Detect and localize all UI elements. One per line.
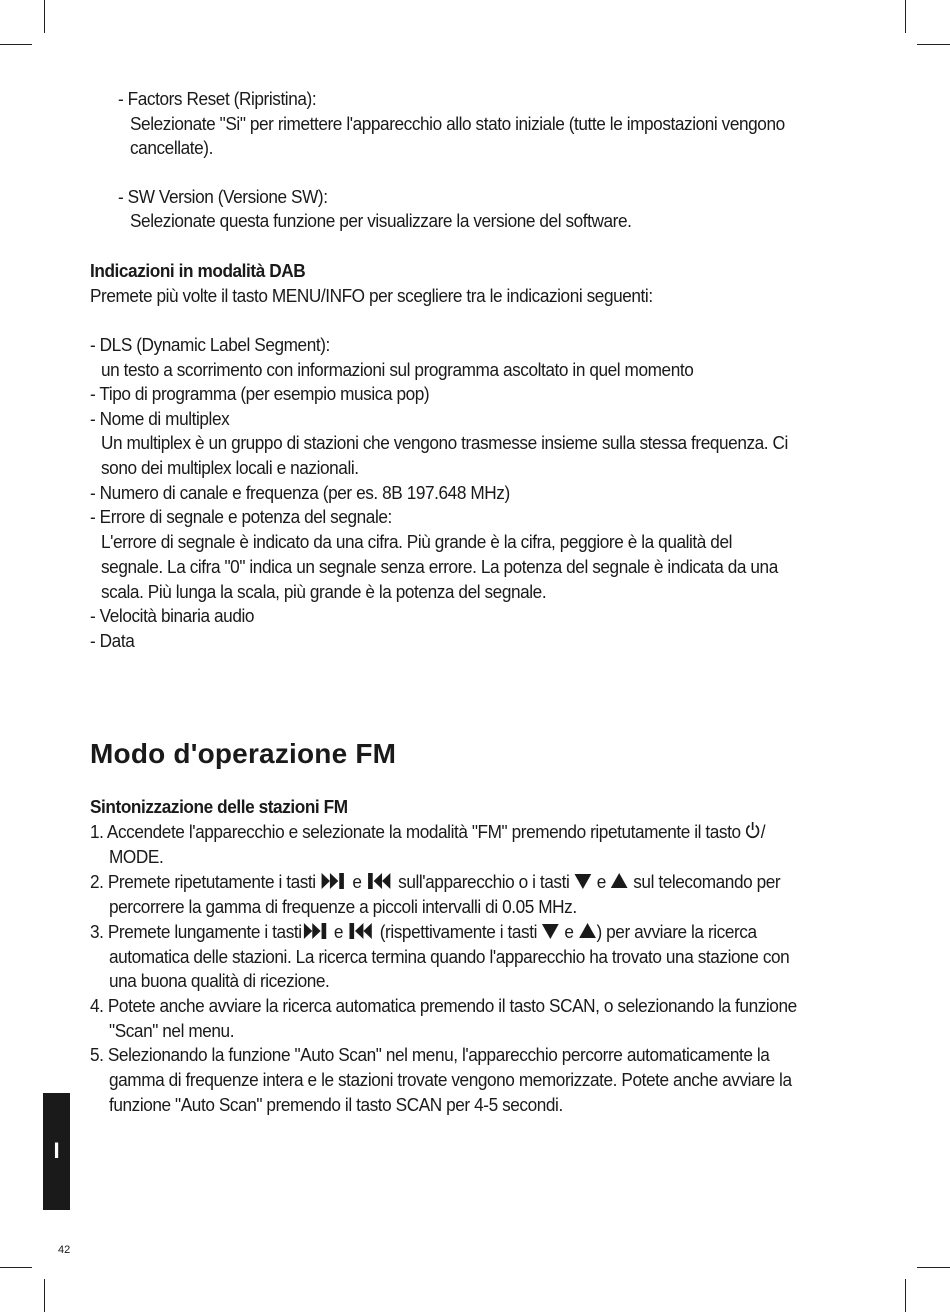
fm-step-3 <box>90 920 757 945</box>
crop-mark <box>917 1267 950 1268</box>
dab-list-item: - Tipo di programma (per esempio musica pop) <box>90 383 430 404</box>
next-track-icon <box>302 922 330 940</box>
sw-version-desc: Selezionate questa funzione per visualizzare la versione del software. <box>130 210 632 231</box>
fm-step-text: e <box>596 871 606 892</box>
dab-list-item: scala. Più lunga la scala, più grande è la potenza del segnale. <box>101 581 547 602</box>
crop-mark <box>44 0 45 33</box>
fm-step-4: 4. Potete anche avviare la ricerca automatica premendo il tasto SCAN, o selezionando la funzione <box>90 995 797 1016</box>
fm-step-4-cont: "Scan" nel menu. <box>109 1020 235 1041</box>
fm-step-text: e <box>564 921 574 942</box>
dab-list-item: segnale. La cifra "0" indica un segnale senza errore. La potenza del segnale è indicata da una <box>101 556 778 577</box>
fm-step-text: e <box>333 921 344 942</box>
fm-step-text: (rispettivamente i tasti <box>379 921 538 942</box>
language-tab <box>43 1093 70 1210</box>
dab-list-item: - Errore di segnale e potenza del segnale: <box>90 506 392 527</box>
factors-reset-desc: Selezionate "Si" per rimettere l'apparecchio allo stato iniziale (tutte le impostazioni vengono <box>130 113 785 134</box>
fm-step-1-cont: MODE. <box>109 846 164 867</box>
dab-list-item: - Nome di multiplex <box>90 408 230 429</box>
factors-reset-label: - Factors Reset (Ripristina): <box>118 88 317 109</box>
fm-step-2-cont: percorrere la gamma di frequenze a piccoli intervalli di 0.05 MHz. <box>109 896 577 917</box>
fm-step-1 <box>90 820 765 845</box>
crop-mark <box>0 44 32 45</box>
dab-list-item: un testo a scorrimento con informazioni sul programma ascoltato in quel momento <box>101 359 694 380</box>
prev-track-icon <box>366 872 394 890</box>
down-triangle-icon <box>574 872 593 890</box>
sw-version-label: - SW Version (Versione SW): <box>118 186 328 207</box>
dab-list-item: - Data <box>90 630 135 651</box>
crop-mark <box>44 1279 45 1312</box>
fm-step-text: sull'apparecchio o i tasti <box>398 871 570 892</box>
next-track-icon <box>320 872 348 890</box>
fm-step-text: 2. Premete ripetutamente i tasti <box>90 871 316 892</box>
dab-list-item: L'errore di segnale è indicato da una cifra. Più grande è la cifra, peggiore è la qualità del <box>101 531 733 552</box>
fm-step-3-cont: una buona qualità di ricezione. <box>109 970 330 991</box>
fm-heading: Modo d'operazione FM <box>90 738 397 769</box>
crop-mark <box>905 1279 906 1312</box>
dab-list-item: - Velocità binaria audio <box>90 605 255 626</box>
fm-section-title: Sintonizzazione delle stazioni FM <box>90 796 348 817</box>
up-triangle-icon <box>578 922 597 940</box>
dab-list-item: Un multiplex è un gruppo di stazioni che vengono trasmesse insieme sulla stessa frequenza. Ci <box>101 432 788 453</box>
fm-step-2 <box>90 870 780 895</box>
fm-step-5: 5. Selezionando la funzione "Auto Scan" nel menu, l'apparecchio percorre automaticamente la <box>90 1044 770 1065</box>
dab-list-item: - Numero di canale e frequenza (per es. 8B 197.648 MHz) <box>90 482 510 503</box>
fm-step-3-cont: automatica delle stazioni. La ricerca termina quando l'apparecchio ha trovato una stazione con <box>109 946 790 967</box>
page-number: 42 <box>58 1244 71 1256</box>
dab-list-item: - DLS (Dynamic Label Segment): <box>90 334 330 355</box>
factors-reset-desc: cancellate). <box>130 137 213 158</box>
power-icon <box>745 821 761 840</box>
dab-intro: Premete più volte il tasto MENU/INFO per scegliere tra le indicazioni seguenti: <box>90 285 653 306</box>
prev-track-icon <box>347 922 375 940</box>
down-triangle-icon <box>541 922 560 940</box>
fm-step-text: ) per avviare la ricerca <box>596 921 757 942</box>
fm-step-5-cont: funzione "Auto Scan" premendo il tasto SCAN per 4-5 secondi. <box>109 1094 563 1115</box>
crop-mark <box>917 44 950 45</box>
dab-list-item: sono dei multiplex locali e nazionali. <box>101 457 359 478</box>
language-tab-label: I <box>53 1138 60 1163</box>
dab-section-title: Indicazioni in modalità DAB <box>90 260 306 281</box>
fm-step-text: sul telecomando per <box>633 871 781 892</box>
fm-step-5-cont: gamma di frequenze intera e le stazioni trovate vengono memorizzate. Potete anche avviare la <box>109 1069 792 1090</box>
fm-step-text: / <box>760 821 766 842</box>
fm-step-text: 1. Accendete l'apparecchio e selezionate la modalità "FM" premendo ripetutamente il tasto <box>90 821 741 842</box>
up-triangle-icon <box>610 872 629 890</box>
crop-mark <box>905 0 906 33</box>
fm-step-text: e <box>352 871 362 892</box>
fm-step-text: 3. Premete lungamente i tasti <box>90 921 302 942</box>
crop-mark <box>0 1267 32 1268</box>
